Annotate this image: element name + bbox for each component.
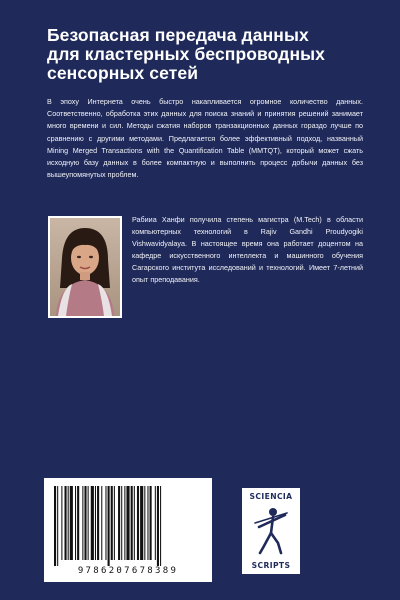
barcode-bar [65,486,67,560]
barcode-bar [126,486,129,560]
publisher-logo-top-text: SCIENCIA [249,492,293,501]
barcode-bar [144,486,145,560]
book-title-line-2: для кластерных беспроводных [47,44,325,64]
barcode-bar [101,486,102,560]
barcode-bar [68,486,69,560]
barcode-bar [160,486,161,566]
publisher-logo [242,488,300,574]
barcode-bar [124,486,125,560]
barcode-bar [54,486,56,566]
barcode-bar [157,486,159,566]
barcode-bar [84,486,86,560]
book-title-line-1: Безопасная передача данных [47,25,309,45]
barcode-bar [61,486,62,560]
barcode-bar [147,486,148,560]
publisher-logo-bottom-text: SCRIPTS [251,561,291,570]
barcode-bar [140,486,143,560]
barcode-bar [70,486,73,560]
barcode-bar [88,486,89,560]
barcode-bar [111,486,113,560]
barcode-bar [91,486,94,560]
book-title [47,26,367,83]
barcode-bar [57,486,58,566]
publisher-figure-icon [251,503,291,557]
book-title-line-3: сенсорных сетей [47,63,199,83]
barcode-bar [97,486,99,560]
isbn-number: 9786207678389 [77,566,179,576]
book-description: В эпоху Интернета очень быстро накапливается огромное количество данных. Соответственно, обработка этих данных для поиска знаний и принятия решений занимает много времени и сил. Методы сжатия наборов транзакционных данных гораздо лучше по сравнению с другими методами. Предлагается более эффективный подход, названный Mining Merged Transactions with the Quantification Table (MMTQT), который может сжать исходную базу данных в более компактную и выполнить процесс добычи данных без вышеупомянутых проблем. [47,97,363,180]
barcode-bar [82,486,83,560]
barcode-bar [77,486,79,560]
barcode-bar [75,486,76,560]
barcode-bar [121,486,122,560]
barcode-bar [134,486,135,560]
barcode-bar [150,486,152,560]
barcode-bar [95,486,96,560]
barcode-bar [118,486,120,560]
barcode-bar [114,486,115,560]
barcode-bar [155,486,156,560]
author-bio: Рабииа Ханфи получила степень магистра (M.Tech) в области компьютерных технологий в Rajiv Gandhi Proudyogiki Vishwavidyalaya. В настоящее время она работает доцентом на кафедре искусственного интеллекта и машинного обучения Сагарского института исследований и технологий. Имеет 7-летний опыт преподавания. [132,215,363,285]
author-portrait-image [50,218,120,316]
author-photo [48,216,122,318]
barcode-bar [131,486,133,560]
barcode-bar [137,486,139,560]
isbn-barcode [44,478,212,582]
barcode-bar [105,486,106,560]
barcode-bar [108,486,110,566]
